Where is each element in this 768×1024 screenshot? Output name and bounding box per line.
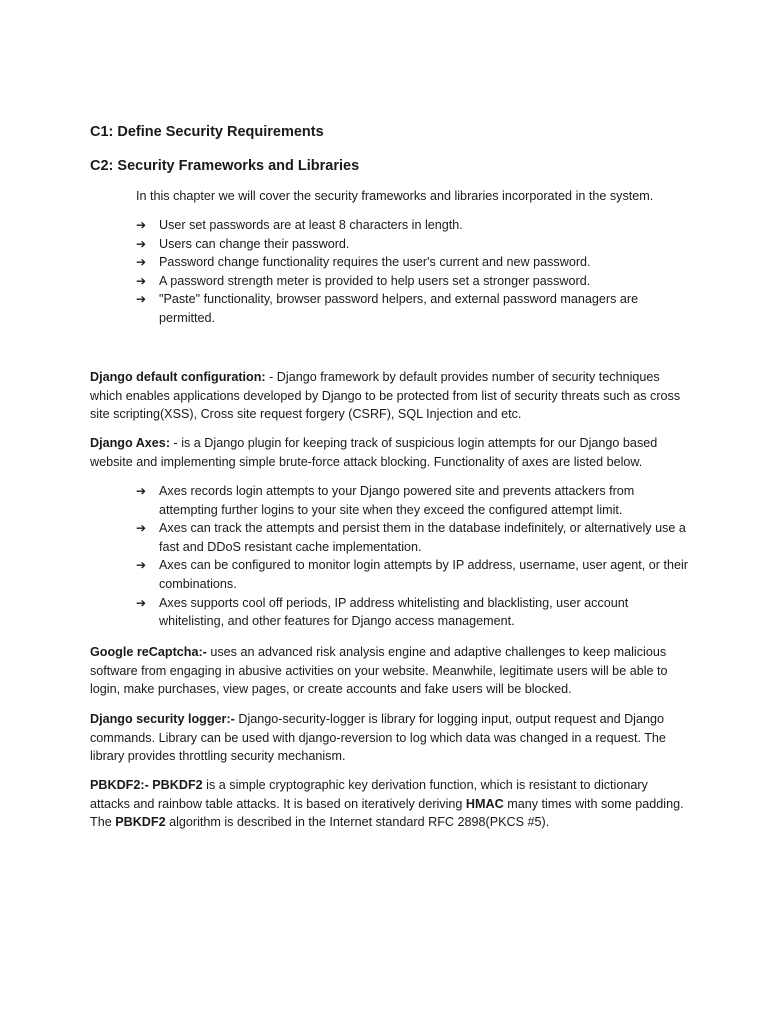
list-item: ➔ Axes can track the attempts and persist them in the database indefinitely, or alternatively use a fast and DDoS resistant cache implementation. [136, 521, 686, 554]
arrow-icon: ➔ [136, 521, 147, 536]
django-default-paragraph: Django default configuration: - Django framework by default provides number of security techniques which enables applications developed by Django to be protected from list of security threats such as cross site scripting(XSS), Cross site request forgery (CSRF), SQL Injection and etc. [90, 370, 681, 422]
list-item: ➔ Axes supports cool off periods, IP address whitelisting and blacklisting, user account whitelisting, and other features for Django access management. [136, 595, 629, 629]
password-requirements-list [136, 216, 696, 328]
list-item: ➔ Axes records login attempts to your Django powered site and prevents attackers from attempting further logins to your site when they exceed the configured attempt limit. [136, 484, 635, 517]
list-item: ➔ Password change functionality requires the user's current and new password. [136, 253, 696, 272]
arrow-icon: ➔ [136, 236, 147, 251]
list-item: ➔ "Paste" functionality, browser password helpers, and external password managers are permitted. [136, 292, 639, 325]
term-label: Django default configuration: [90, 370, 266, 384]
list-item: ➔ Axes can be configured to monitor login attempts by IP address, username, user agent, or their combinations. [136, 558, 688, 591]
arrow-icon: ➔ [136, 558, 147, 573]
term-label: PBKDF2:- [90, 778, 149, 792]
arrow-icon: ➔ [136, 255, 147, 270]
security-logger-paragraph: Django security logger:- Django-security-logger is library for logging input, output request and Django commands. Library can be used with django-reversion to log which data was changed in a request. The library provides throttling security mechanism. [90, 712, 666, 764]
pbkdf2-paragraph: PBKDF2:- PBKDF2 is a simple cryptographic key derivation function, which is resistant to dictionary attacks and rainbow table attacks. It is based on iteratively deriving HMAC many times with some padding. The PBKDF2 algorithm is described in the Internet standard RFC 2898(PKCS #5). [90, 778, 684, 830]
arrow-icon: ➔ [136, 595, 147, 610]
term-label: Django Axes: [90, 436, 171, 450]
arrow-icon: ➔ [136, 218, 147, 232]
heading-c2: C2: Security Frameworks and Libraries [90, 158, 360, 174]
term-label: Django security logger:- [90, 712, 235, 726]
heading-c1: C1: Define Security Requirements [90, 124, 324, 140]
term-label: Google reCaptcha:- [90, 645, 207, 659]
list-item: ➔ A password strength meter is provided to help users set a stronger password. [136, 272, 696, 291]
arrow-icon: ➔ [136, 292, 147, 307]
list-item: ➔ Users can change their password. [136, 235, 696, 254]
arrow-icon: ➔ [136, 273, 147, 288]
recaptcha-paragraph: Google reCaptcha:- uses an advanced risk analysis engine and adaptive challenges to keep malicious software from engaging in abusive activities on your website. Meanwhile, legitimate users will be able to login, make purchases, view pages, or create accounts and fake users will be blocked. [90, 645, 668, 697]
axes-features-list [136, 482, 696, 631]
django-axes-paragraph: Django Axes: - is a Django plugin for keeping track of suspicious login attempts for our Django based website and implementing simple brute-force attack blocking. Functionality of axes are listed below. [90, 436, 658, 469]
list-item: ➔ User set passwords are at least 8 characters in length. [136, 216, 696, 235]
arrow-icon: ➔ [136, 484, 147, 498]
intro-paragraph: In this chapter we will cover the security frameworks and libraries incorporated in the system. [136, 189, 654, 203]
